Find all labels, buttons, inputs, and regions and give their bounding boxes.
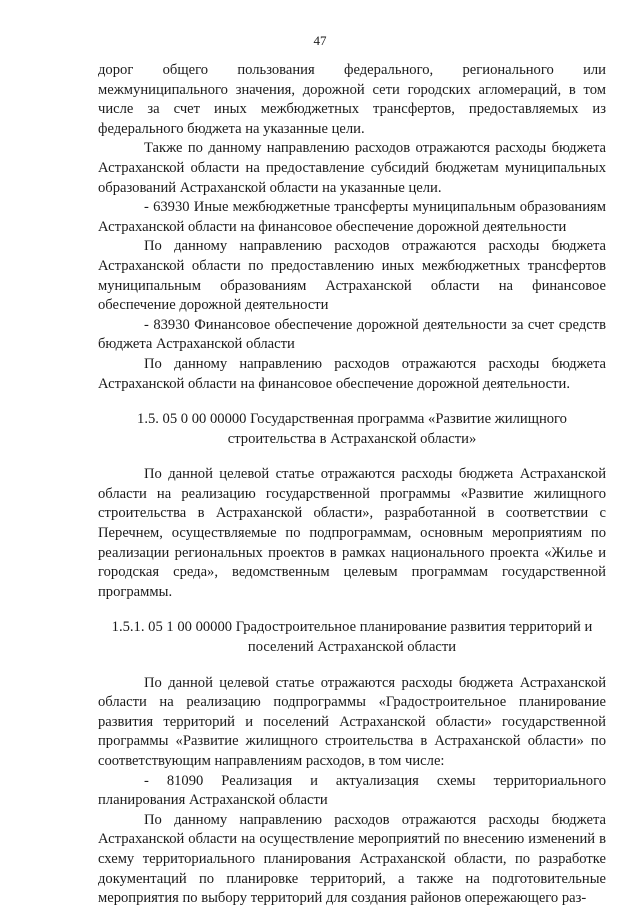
paragraph: По данной целевой статье отражаются расходы бюджета Астраханской области на реализацию государственной программы «Развитие жилищного строительства в Астраханской области», разработанной в соответствии с Перечнем, осуществляемые по подпрограммам, основным мероприятиям по реализации региональных проектов в рамках национального проекта «Жилье и городская среда», ведомственным целевым программам государственной программы. — [98, 466, 606, 600]
paragraph: По данному направлению расходов отражаются расходы бюджета Астраханской области на финансовое обеспечение дорожной деятельности. — [98, 355, 606, 392]
document-body — [98, 61, 606, 909]
paragraph: дорог общего пользования федерального, регионального или межмуниципального значения, дорожной сети городских агломераций, в том числе за счет иных межбюджетных трансфертов, предоставляемых из федерального бюджета на указанные цели. — [98, 62, 606, 137]
list-item: - 83930 Финансовое обеспечение дорожной деятельности за счет средств бюджета Астраханской области — [98, 316, 606, 353]
paragraph: Также по данному направлению расходов отражаются расходы бюджета Астраханской области на предоставление субсидий бюджетам муниципальных образований Астраханской области на указанные цели. — [98, 140, 606, 196]
section-heading: 1.5.1. 05 1 00 00000 Градостроительное планирование развития территорий и поселений Астраханской области — [111, 619, 593, 656]
paragraph: По данной целевой статье отражаются расходы бюджета Астраханской области на реализацию подпрограммы «Градостроительное планирование развития территорий и поселений Астраханской области» государственной программы «Развитие жилищного строительства в Астраханской области» по соответствующим направлениям расходов, в том числе: — [98, 674, 606, 769]
list-item: - 63930 Иные межбюджетные трансферты муниципальным образованиям Астраханской области на финансовое обеспечение дорожной деятельности — [98, 199, 606, 235]
section-heading: 1.5. 05 0 00 00000 Государственная программа «Развитие жилищного строительства в Астраханской области» — [137, 411, 567, 447]
page-number: 47 — [313, 33, 327, 48]
paragraph: По данному направлению расходов отражаются расходы бюджета Астраханской области на осуществление мероприятий по внесению изменений в схему территориального планирования Астраханской области, по разработке документаций по планировке территорий, а также на подготовительные мероприятия по выбору территорий для создания районов опережающего раз- — [98, 811, 606, 907]
paragraph: По данному направлению расходов отражаются расходы бюджета Астраханской области по предоставлению иных межбюджетных трансфертов муниципальным образованиям Астраханской области на финансовое обеспечение дорожной деятельности — [98, 238, 606, 314]
list-item: - 81090 Реализация и актуализация схемы территориального планирования Астраханской области — [98, 772, 606, 809]
